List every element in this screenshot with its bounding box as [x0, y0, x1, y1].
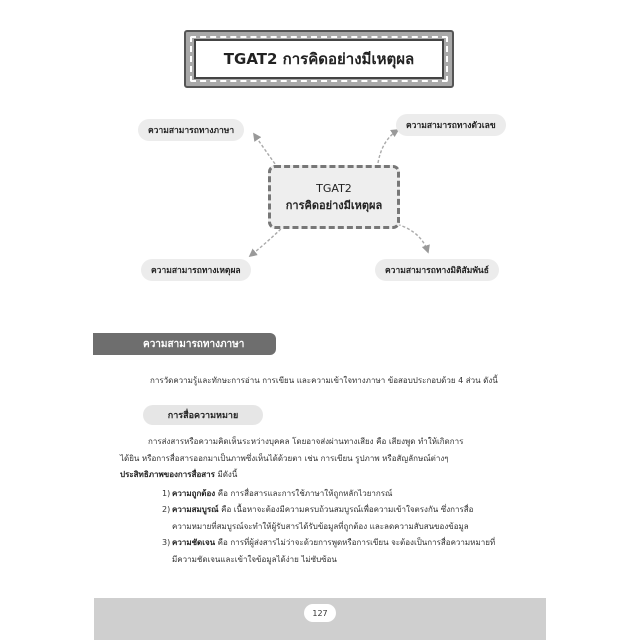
list-item-text-cont: ความหมายที่สมบูรณ์จะทำให้ผู้รับสารได้รับข้อมูลที่ถูกต้อง และลดความสับสนของข้อมูล: [172, 521, 469, 531]
list-item-text: คือ การที่ผู้ส่งสารไม่ว่าจะด้วยการพูดหรือการเขียน จะต้องเป็นการสื่อความหมายที่: [215, 538, 496, 547]
list-item-number: 3): [162, 538, 171, 547]
section-header: ความสามารถทางภาษา: [93, 333, 276, 355]
center-node-line1: TGAT2: [316, 182, 352, 195]
list-item: [120, 502, 520, 535]
center-node-line2: การคิดอย่างมีเหตุผล: [285, 199, 383, 212]
branch-numeric: ความสามารถทางตัวเลข: [396, 114, 506, 136]
list-item-text: คือ เนื้อหาจะต้องมีความครบถ้วนสมบูรณ์เพื่อความเข้าใจตรงกัน ซึ่งการสื่อ: [218, 505, 474, 514]
connector-numeric: [378, 130, 398, 163]
paragraph-line-2: ได้ยิน หรือการสื่อสารออกมาเป็นภาพซึ่งเห็นได้ด้วยตา เช่น การเขียน รูปภาพ หรือสัญลักษณ์ต่างๆ: [120, 453, 449, 463]
branch-reasoning: ความสามารถทางเหตุผล: [141, 259, 251, 281]
list-item-term: ความชัดเจน: [172, 538, 216, 547]
list-item-text: คือ การสื่อสารและการใช้ภาษาให้ถูกหลักไวยากรณ์: [215, 488, 393, 498]
subheading: การสื่อความหมาย: [143, 405, 263, 425]
list-item-number: 2): [162, 505, 171, 514]
list-item-text-cont: มีความชัดเจนและเข้าใจข้อมูลได้ง่าย ไม่ซับซ้อน: [172, 554, 337, 564]
body-text: [120, 434, 520, 568]
section-intro: การวัดความรู้และทักษะการอ่าน การเขียน และความเข้าใจทางภาษา ข้อสอบประกอบด้วย 4 ส่วน ดังนี้: [150, 376, 498, 385]
branch-language: ความสามารถทางภาษา: [138, 119, 244, 141]
list-item-number: 1): [162, 488, 171, 498]
page-title: TGAT2 การคิดอย่างมีเหตุผล: [194, 39, 444, 79]
page-number: 127: [304, 604, 336, 622]
connector-language: [254, 134, 278, 168]
list-item: [120, 535, 520, 568]
effectiveness-list: [120, 486, 520, 569]
list-item-term: ความสมบูรณ์: [172, 505, 219, 514]
effectiveness-line: [120, 467, 520, 484]
paragraph-line-1: การส่งสารหรือความคิดเห็นระหว่างบุคคล โดยอาจส่งผ่านทางเสียง คือ เสียงพูด ทำให้เกิดการ: [148, 437, 464, 446]
effectiveness-rest: มีดังนี้: [214, 470, 238, 479]
branch-spatial: ความสามารถทางมิติสัมพันธ์: [375, 259, 499, 281]
list-item: [120, 486, 520, 503]
mindmap-center-node: [268, 165, 400, 229]
effectiveness-bold: ประสิทธิภาพของการสื่อสาร: [120, 470, 215, 479]
title-banner: [184, 30, 454, 88]
list-item-term: ความถูกต้อง: [172, 488, 216, 498]
